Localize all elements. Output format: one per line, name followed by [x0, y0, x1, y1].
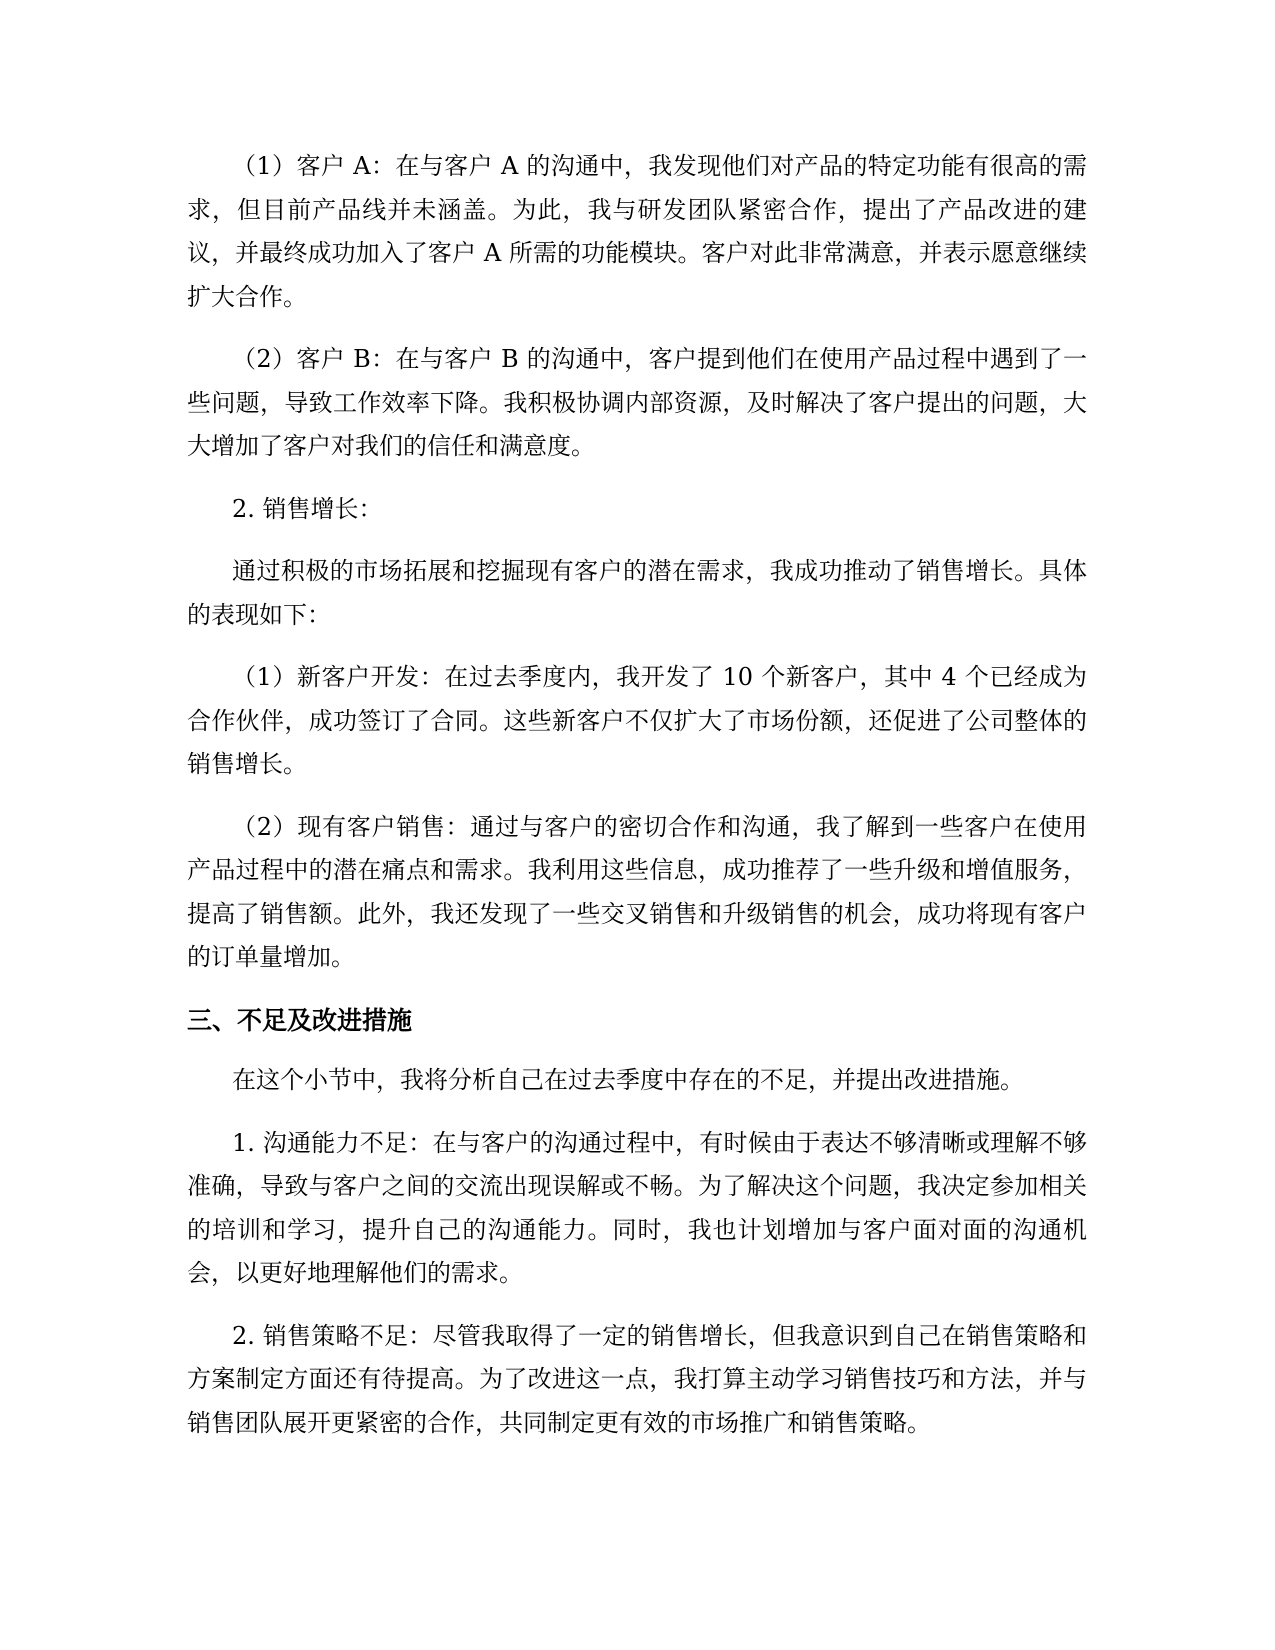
paragraph-sales-strategy: 2. 销售策略不足：尽管我取得了一定的销售增长，但我意识到自己在销售策略和方案制定方面还有待提高。为了改进这一点，我打算主动学习销售技巧和方法，并与销售团队展开更紧密的合作，共同制定更有效的市场推广和销售策略。 — [187, 1321, 1087, 1437]
paragraph-communication-skills: 1. 沟通能力不足：在与客户的沟通过程中，有时候由于表达不够清晰或理解不够准确，导致与客户之间的交流出现误解或不畅。为了解决这个问题，我决定参加相关的培训和学习，提升自己的沟通能力。同时，我也计划增加与客户面对面的沟通机会，以更好地理解他们的需求。 — [187, 1128, 1087, 1287]
document-page — [187, 145, 1087, 1464]
paragraph-section-intro: 在这个小节中，我将分析自己在过去季度中存在的不足，并提出改进措施。 — [232, 1066, 1024, 1094]
paragraph-sales-growth-intro: 通过积极的市场拓展和挖掘现有客户的潜在需求，我成功推动了销售增长。具体的表现如下： — [187, 557, 1087, 629]
section-heading-shortcomings: 三、不足及改进措施 — [187, 1005, 413, 1035]
paragraph-new-clients: （1）新客户开发：在过去季度内，我开发了 10 个新客户，其中 4 个已经成为合作伙伴，成功签订了合同。这些新客户不仅扩大了市场份额，还促进了公司整体的销售增长。 — [187, 663, 1087, 778]
paragraph-client-a: （1）客户 A：在与客户 A 的沟通中，我发现他们对产品的特定功能有很高的需求，但目前产品线并未涵盖。为此，我与研发团队紧密合作，提出了产品改进的建议，并最终成功加入了客户 A 所需的功能模块。客户对此非常满意，并表示愿意继续扩大合作。 — [187, 152, 1087, 311]
subheading-sales-growth: 2. 销售增长： — [232, 494, 383, 523]
paragraph-client-b: （2）客户 B：在与客户 B 的沟通中，客户提到他们在使用产品过程中遇到了一些问题，导致工作效率下降。我积极协调内部资源，及时解决了客户提出的问题，大大增加了客户对我们的信任和满意度。 — [187, 345, 1087, 460]
paragraph-existing-clients: （2）现有客户销售：通过与客户的密切合作和沟通，我了解到一些客户在使用产品过程中的潜在痛点和需求。我利用这些信息，成功推荐了一些升级和增值服务，提高了销售额。此外，我还发现了一些交叉销售和升级销售的机会，成功将现有客户的订单量增加。 — [187, 812, 1087, 971]
